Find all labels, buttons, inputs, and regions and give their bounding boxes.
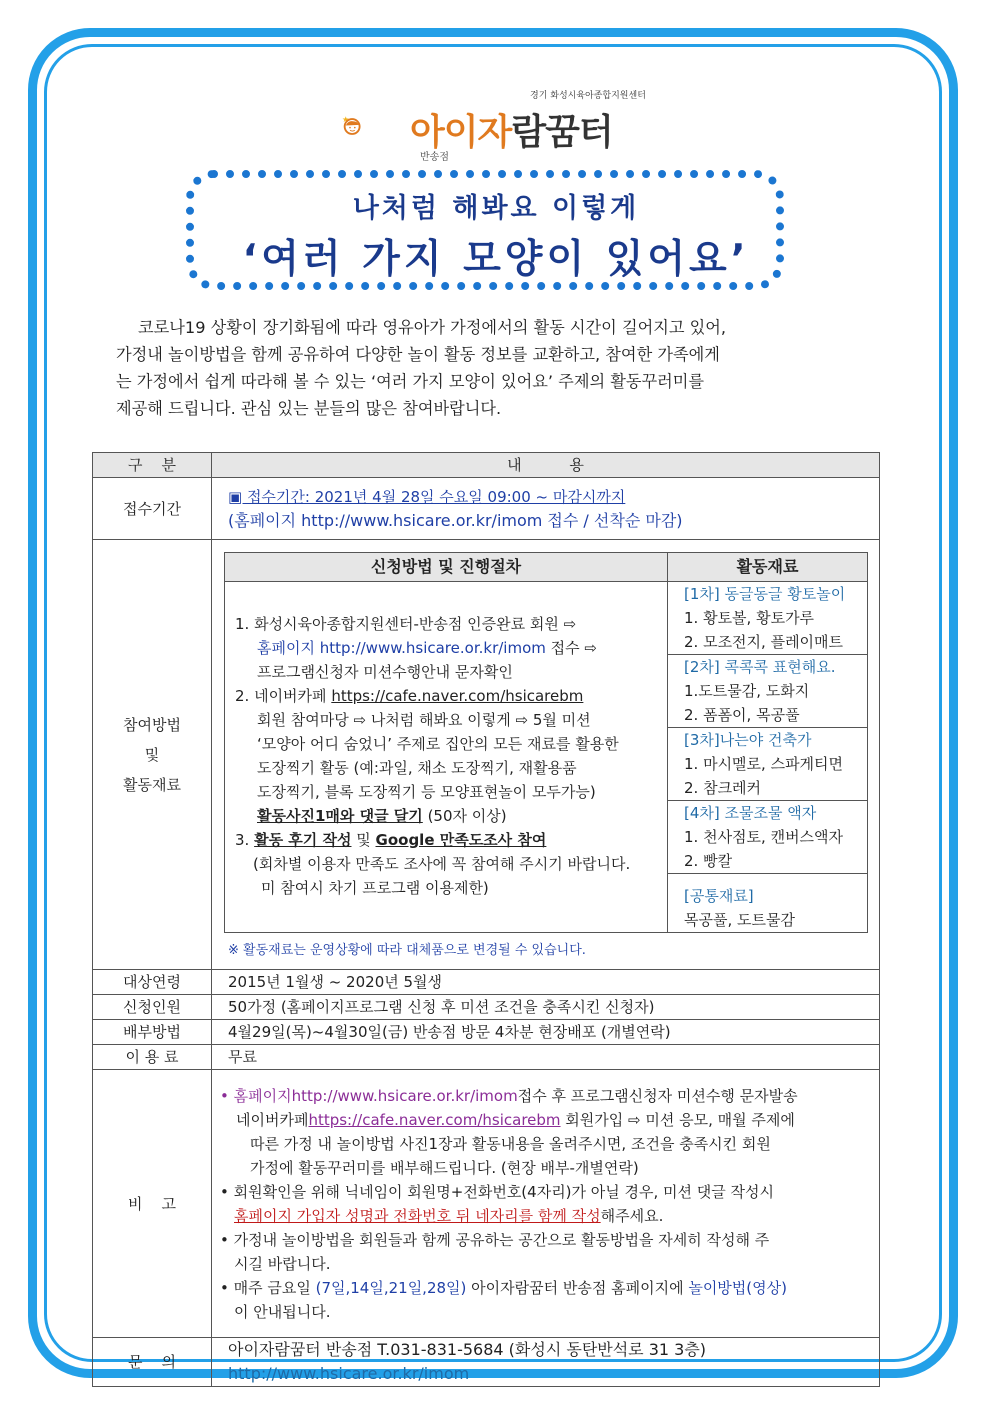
step-3-prefix: 3. xyxy=(235,831,255,849)
materials-item: 2. 빵칼 xyxy=(684,852,733,870)
step-2-line: 도장찍기 활동 (예:과일, 채소 도장찍기, 재활용품 xyxy=(257,759,577,777)
materials-item: 2. 폼폼이, 목공풀 xyxy=(684,706,800,724)
logo-branch: 반송점 xyxy=(420,152,449,163)
remarks-line xyxy=(220,1276,871,1300)
age-label: 대상연령 xyxy=(93,970,212,995)
step-1-suffix: 접수 ⇨ xyxy=(545,639,597,657)
remarks-cafe-label: 네이버카페 xyxy=(236,1110,309,1129)
step-1-line: 1. 화성시육아종합지원센터-반송점 인증완료 회원 ⇨ xyxy=(235,615,577,633)
logo-name-dark: 람꿈터 xyxy=(511,112,613,153)
materials-item: 2. 모조전지, 플레이매트 xyxy=(684,633,844,651)
materials-round-title: [4차] 조물조물 액자 xyxy=(684,804,817,822)
remarks-text: 해주세요. xyxy=(600,1206,664,1225)
title-line-1: 나처럼 해봐요 이렇게 xyxy=(352,193,640,224)
remarks-text: 접수 후 프로그램신청자 미션수행 문자발송 xyxy=(517,1086,798,1105)
step-2-cafe-link[interactable]: https://cafe.naver.com/hsicarebm xyxy=(331,687,584,705)
participation-label-1: 참여방법 xyxy=(123,715,181,734)
table-header-row xyxy=(93,453,880,478)
remarks-line: 시길 바랍니다. xyxy=(234,1254,331,1273)
step-2-prefix: 2. 네이버카페 xyxy=(235,687,332,705)
step-2-line: 회원 참여마당 ⇨ 나처럼 해봐요 이렇게 ⇨ 5월 미션 xyxy=(257,711,591,729)
materials-note: ※ 활동재료는 운영상황에 따라 대체품으로 변경될 수 있습니다. xyxy=(228,943,586,958)
remarks-line xyxy=(220,1108,871,1132)
step-3-mid: 및 xyxy=(351,831,376,849)
remarks-dates: (7일,14일,21일,28일) xyxy=(315,1278,467,1297)
intro-line: 가정내 놀이방법을 함께 공유하여 다양한 놀이 활동 정보를 교환하고, 참여한 가족에게 xyxy=(116,345,720,364)
step-2-rest: (50자 이상) xyxy=(422,807,507,825)
title-line-2: ‘여러 가지 모양이 있어요’ xyxy=(242,237,750,282)
remarks-homepage-label: • 홈페이지 xyxy=(220,1086,292,1105)
remarks-line: 가정에 활동꾸러미를 배부해드립니다. (현장 배부-개별연락) xyxy=(250,1158,639,1177)
step-3-line: (회차별 이용자 만족도 조사에 꼭 참여해 주시기 바랍니다. xyxy=(253,855,631,873)
fee-label: 이 용 료 xyxy=(93,1045,212,1070)
materials-item: 1. 황토볼, 황토가루 xyxy=(684,609,815,627)
reception-period: ▣ 접수기간: 2021년 4월 28일 수요일 09:00 ~ 마감시까지 xyxy=(228,487,626,506)
contact-label: 문 의 xyxy=(93,1338,212,1387)
header-col-content: 내 용 xyxy=(212,453,880,478)
materials-round-title: [3차]나는야 건축가 xyxy=(684,731,812,749)
step-2-line xyxy=(235,804,659,828)
intro-line: 코로나19 상황이 장기화됨에 따라 영유아가 가정에서의 활동 시간이 길어지고 있어, xyxy=(138,318,727,337)
reception-label: 접수기간 xyxy=(93,478,212,540)
remarks-text: 회원가입 ⇨ 미션 응모, 매월 주제에 xyxy=(560,1110,795,1129)
remarks-content xyxy=(212,1070,880,1338)
logo-org-name: 경기 화성시육아종합지원센터 xyxy=(530,91,646,101)
count-row xyxy=(93,995,880,1020)
step-3-line xyxy=(235,828,659,852)
remarks-line: • 회원확인을 위해 닉네임이 회원명+전화번호(4자리)가 아닐 경우, 미션 댓글 작성시 xyxy=(220,1182,775,1201)
procedure-header: 신청방법 및 진행절차 xyxy=(225,553,668,582)
intro-paragraph xyxy=(116,314,860,422)
contact-url[interactable]: http://www.hsicare.or.kr/imom xyxy=(228,1364,470,1383)
step-3-bold-1: 활동 후기 작성 xyxy=(254,831,352,849)
remarks-label: 비 고 xyxy=(93,1070,212,1338)
distribution-label: 배부방법 xyxy=(93,1020,212,1045)
step-1-line xyxy=(235,636,659,660)
intro-line: 는 가정에서 쉽게 따라해 볼 수 있는 ‘여러 가지 모양이 있어요’ 주제의 활동꾸러미를 xyxy=(116,372,705,391)
materials-round-title: [1차] 동글동글 황토놀이 xyxy=(684,585,846,603)
contact-content xyxy=(212,1338,880,1387)
reception-row xyxy=(93,478,880,540)
step-1-homepage-label: 홈페이지 xyxy=(257,639,320,657)
remarks-line xyxy=(220,1204,871,1228)
participation-label xyxy=(93,540,212,970)
count-label: 신청인원 xyxy=(93,995,212,1020)
step-2-bold: 활동사진1매와 댓글 달기 xyxy=(257,807,423,825)
materials-item: 목공풀, 도트물감 xyxy=(684,911,795,929)
count-value: 50가정 (홈페이지프로그램 신청 후 미션 조건을 충족시킨 신청자) xyxy=(212,995,880,1020)
step-1-line: 프로그램신청자 미션수행안내 문자확인 xyxy=(257,663,513,681)
step-2-line: 도장찍기, 블록 도장찍기 등 모양표현놀이 모두가능) xyxy=(257,783,596,801)
step-1-homepage-link[interactable]: http://www.hsicare.or.kr/imom xyxy=(319,639,546,657)
materials-round-title: [2차] 콕콕콕 표현해요. xyxy=(684,658,836,676)
participation-content xyxy=(212,540,880,970)
materials-item: 2. 참크레커 xyxy=(684,779,762,797)
remarks-text: 아이자람꿈터 반송점 홈페이지에 xyxy=(466,1278,689,1297)
remarks-cafe-link[interactable]: https://cafe.naver.com/hsicarebm xyxy=(308,1110,561,1129)
participation-label-3: 활동재료 xyxy=(123,775,181,794)
logo-name-orange: 아이자 xyxy=(410,112,512,153)
intro-line: 제공해 드립니다. 관심 있는 분들의 많은 참여바랍니다. xyxy=(116,399,502,418)
remarks-homepage-link[interactable]: http://www.hsicare.or.kr/imom xyxy=(291,1086,518,1105)
materials-item: 1. 천사점토, 캔버스액자 xyxy=(684,828,844,846)
distribution-value: 4월29일(목)~4월30일(금) 반송점 방문 4차분 현장배포 (개별연락) xyxy=(212,1020,880,1045)
remarks-line: 이 안내됩니다. xyxy=(234,1302,331,1321)
contact-row xyxy=(93,1338,880,1387)
header-col-category: 구 분 xyxy=(93,453,212,478)
materials-header: 활동재료 xyxy=(668,553,868,582)
distribution-row xyxy=(93,1020,880,1045)
reception-content xyxy=(212,478,880,540)
materials-round-title: [공통재료] xyxy=(684,887,754,905)
materials-common xyxy=(668,874,868,933)
remarks-row xyxy=(93,1070,880,1338)
materials-round-4 xyxy=(668,801,868,874)
materials-round-1 xyxy=(668,582,868,655)
remarks-video: 놀이방법(영상) xyxy=(688,1278,787,1297)
materials-round-2 xyxy=(668,655,868,728)
contact-address: 아이자람꿈터 반송점 T.031-831-5684 (화성시 동탄반석로 31 3층) xyxy=(228,1340,707,1359)
fee-value: 무료 xyxy=(212,1045,880,1070)
remarks-red-instruction: 홈페이지 가입자 성명과 전화번호 뒤 네자리를 함께 작성 xyxy=(234,1206,601,1225)
remarks-line: • 가정내 놀이방법을 회원들과 함께 공유하는 공간으로 활동방법을 자세히 작성해 주 xyxy=(220,1230,770,1249)
step-2-line: ‘모양아 어디 숨었니’ 주제로 집안의 모든 재료를 활용한 xyxy=(257,735,619,753)
materials-item: 1. 마시멜로, 스파게티면 xyxy=(684,755,844,773)
participation-row xyxy=(93,540,880,970)
materials-round-3 xyxy=(668,728,868,801)
remarks-line xyxy=(220,1084,871,1108)
age-value: 2015년 1월생 ~ 2020년 5월생 xyxy=(212,970,880,995)
procedure-table xyxy=(224,552,868,933)
step-2-line xyxy=(235,684,659,708)
procedure-steps xyxy=(225,582,668,933)
info-table xyxy=(92,452,880,1387)
age-row xyxy=(93,970,880,995)
step-3-bold-2: Google 만족도조사 참여 xyxy=(375,831,547,849)
remarks-line: 따른 가정 내 놀이방법 사진1장과 활동내용을 올려주시면, 조건을 충족시킨 회원 xyxy=(250,1134,771,1153)
participation-label-2: 및 xyxy=(144,745,160,764)
step-3-line: 미 참여시 차기 프로그램 이용제한) xyxy=(261,879,489,897)
remarks-text: • 매주 금요일 xyxy=(220,1278,316,1297)
materials-item: 1.도트물감, 도화지 xyxy=(684,682,810,700)
fee-row xyxy=(93,1045,880,1070)
reception-homepage[interactable]: (홈페이지 http://www.hsicare.or.kr/imom 접수 / 선착순 마감) xyxy=(228,510,683,530)
